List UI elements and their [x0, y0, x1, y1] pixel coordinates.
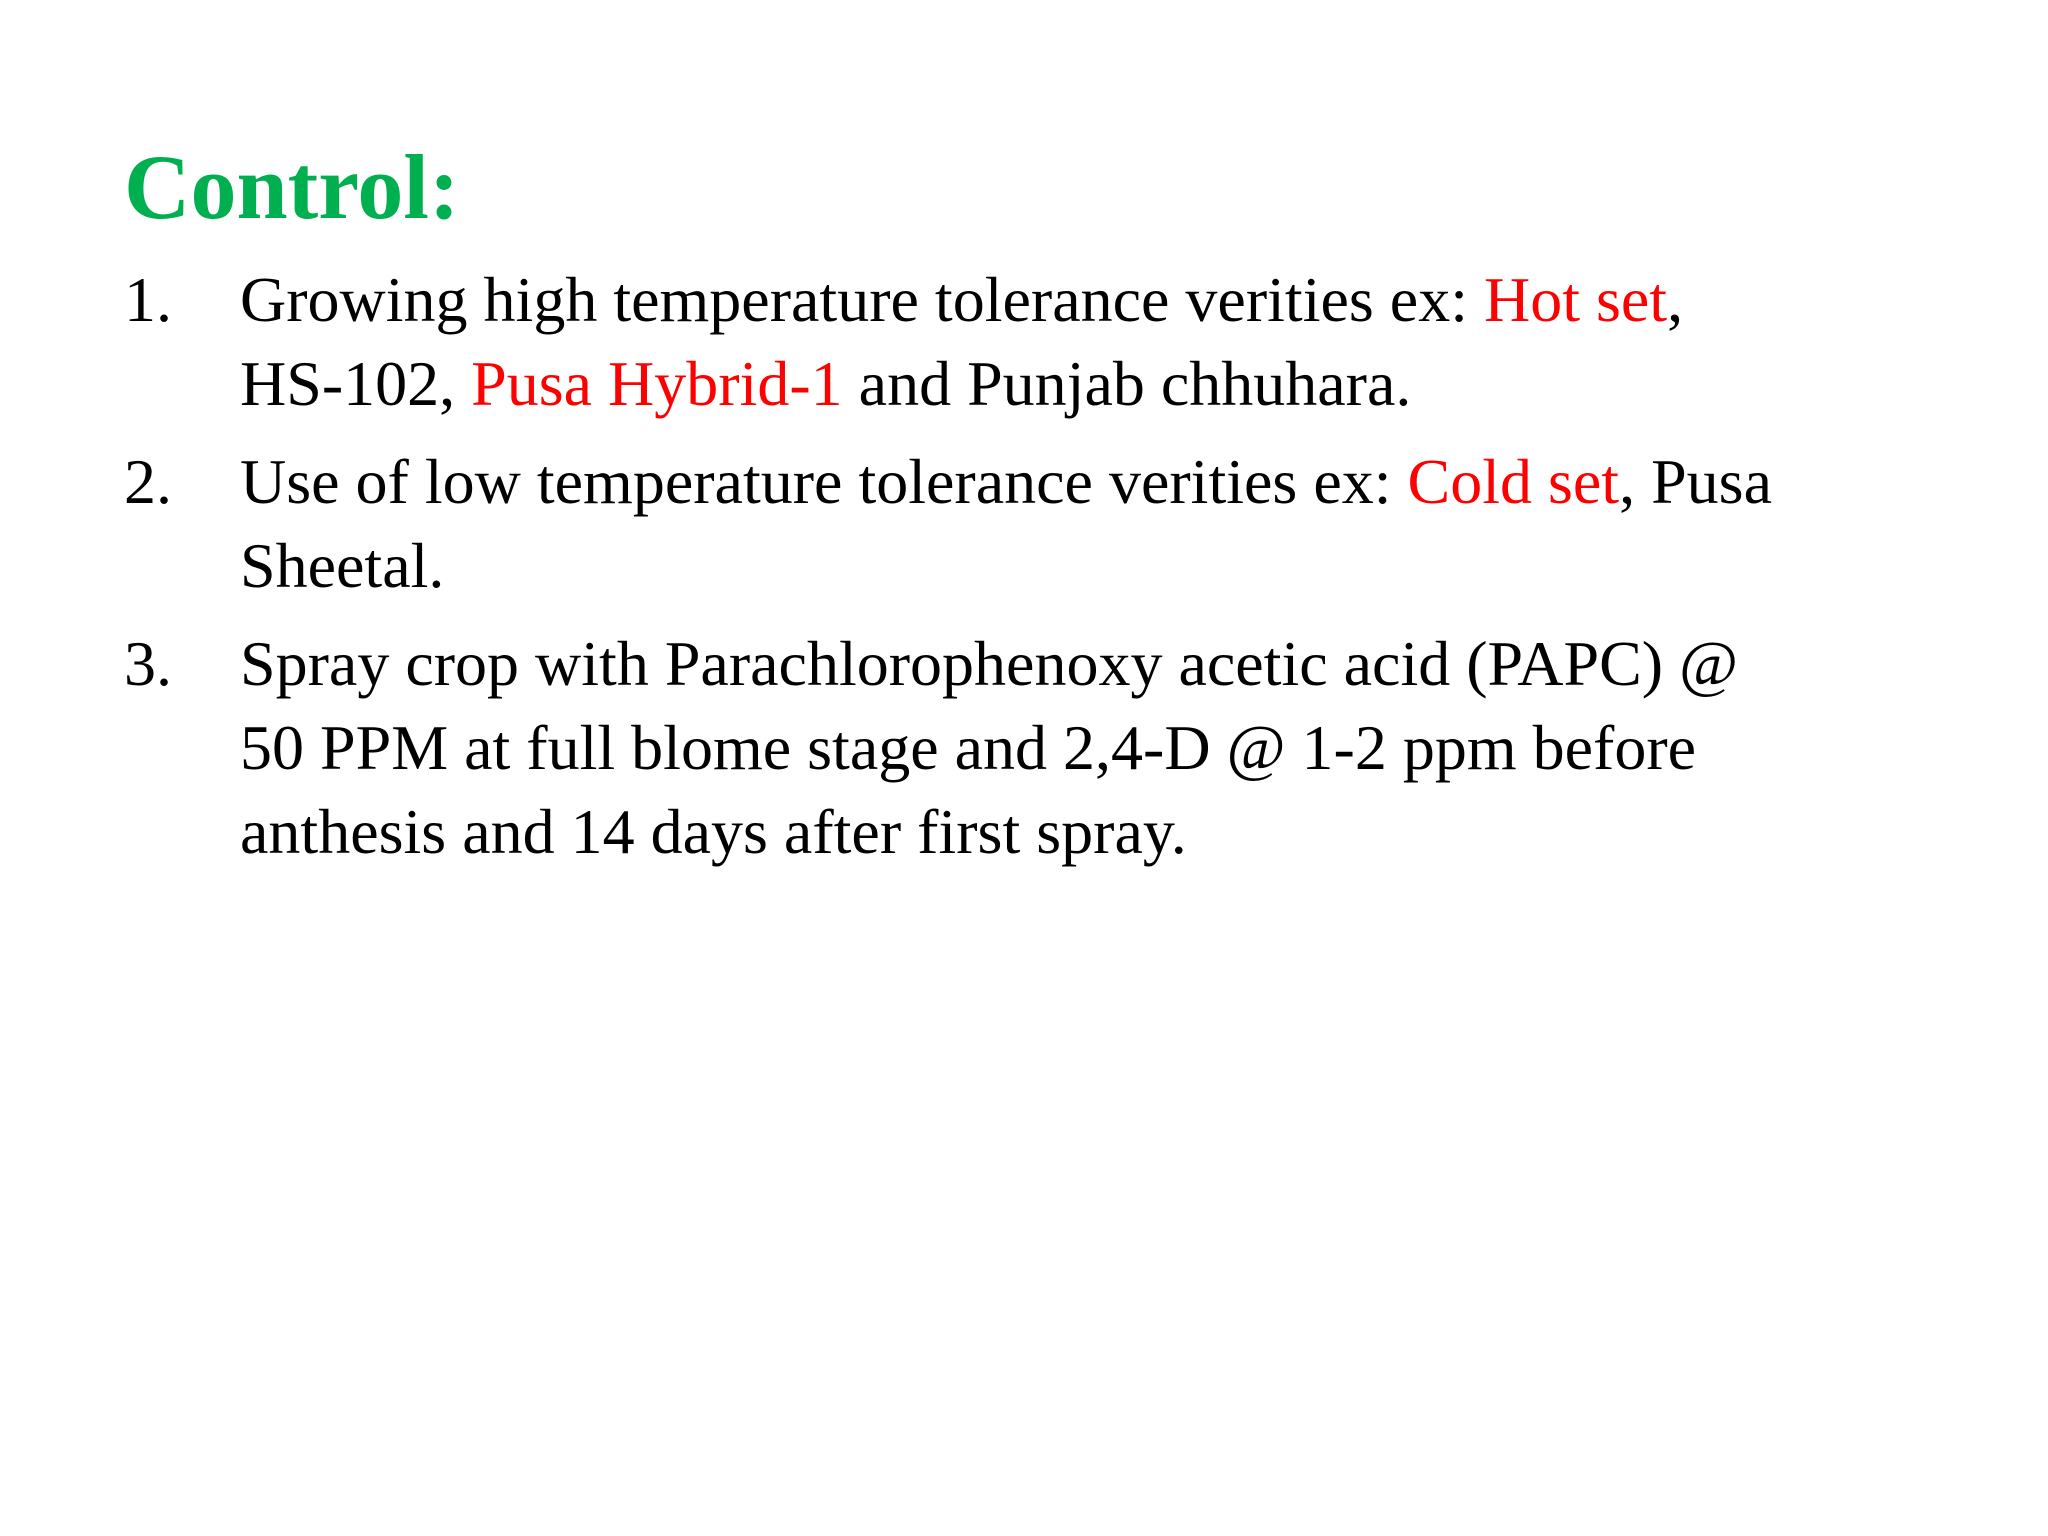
- list-item: [124, 440, 1924, 608]
- item-text: [240, 628, 1738, 867]
- text-run: Growing high temperature tolerance verities ex:: [240, 264, 1484, 335]
- control-list: [124, 258, 1924, 888]
- list-item-number: 3.: [124, 628, 172, 699]
- variety-hot-set: Hot set: [1483, 264, 1668, 335]
- text-run: Spray crop with Parachlorophenoxy acetic acid (PAPC) @: [240, 628, 1738, 699]
- item-text: [240, 446, 1772, 601]
- text-run: and Punjab chhuhara.: [842, 348, 1412, 419]
- text-run: Sheetal.: [240, 530, 445, 601]
- text-run: 50 PPM at full blome stage and 2,4-D @ 1-2 ppm before: [240, 712, 1697, 783]
- text-run: Use of low temperature tolerance verities ex:: [240, 446, 1408, 517]
- slide-title: Control:: [124, 136, 460, 238]
- variety-cold-set: Cold set: [1407, 446, 1620, 517]
- item-text: [240, 264, 1683, 419]
- list-item-number: 2.: [124, 446, 172, 517]
- text-run: , Pusa: [1619, 446, 1772, 517]
- text-run: ,: [1667, 264, 1684, 335]
- variety-pusa-hybrid-1: Pusa Hybrid-1: [471, 348, 843, 419]
- list-item: [124, 622, 1924, 874]
- text-run: HS-102,: [240, 348, 472, 419]
- list-item-number: 1.: [124, 264, 172, 335]
- text-run: anthesis and 14 days after first spray.: [240, 796, 1187, 867]
- list-item: [124, 258, 1924, 426]
